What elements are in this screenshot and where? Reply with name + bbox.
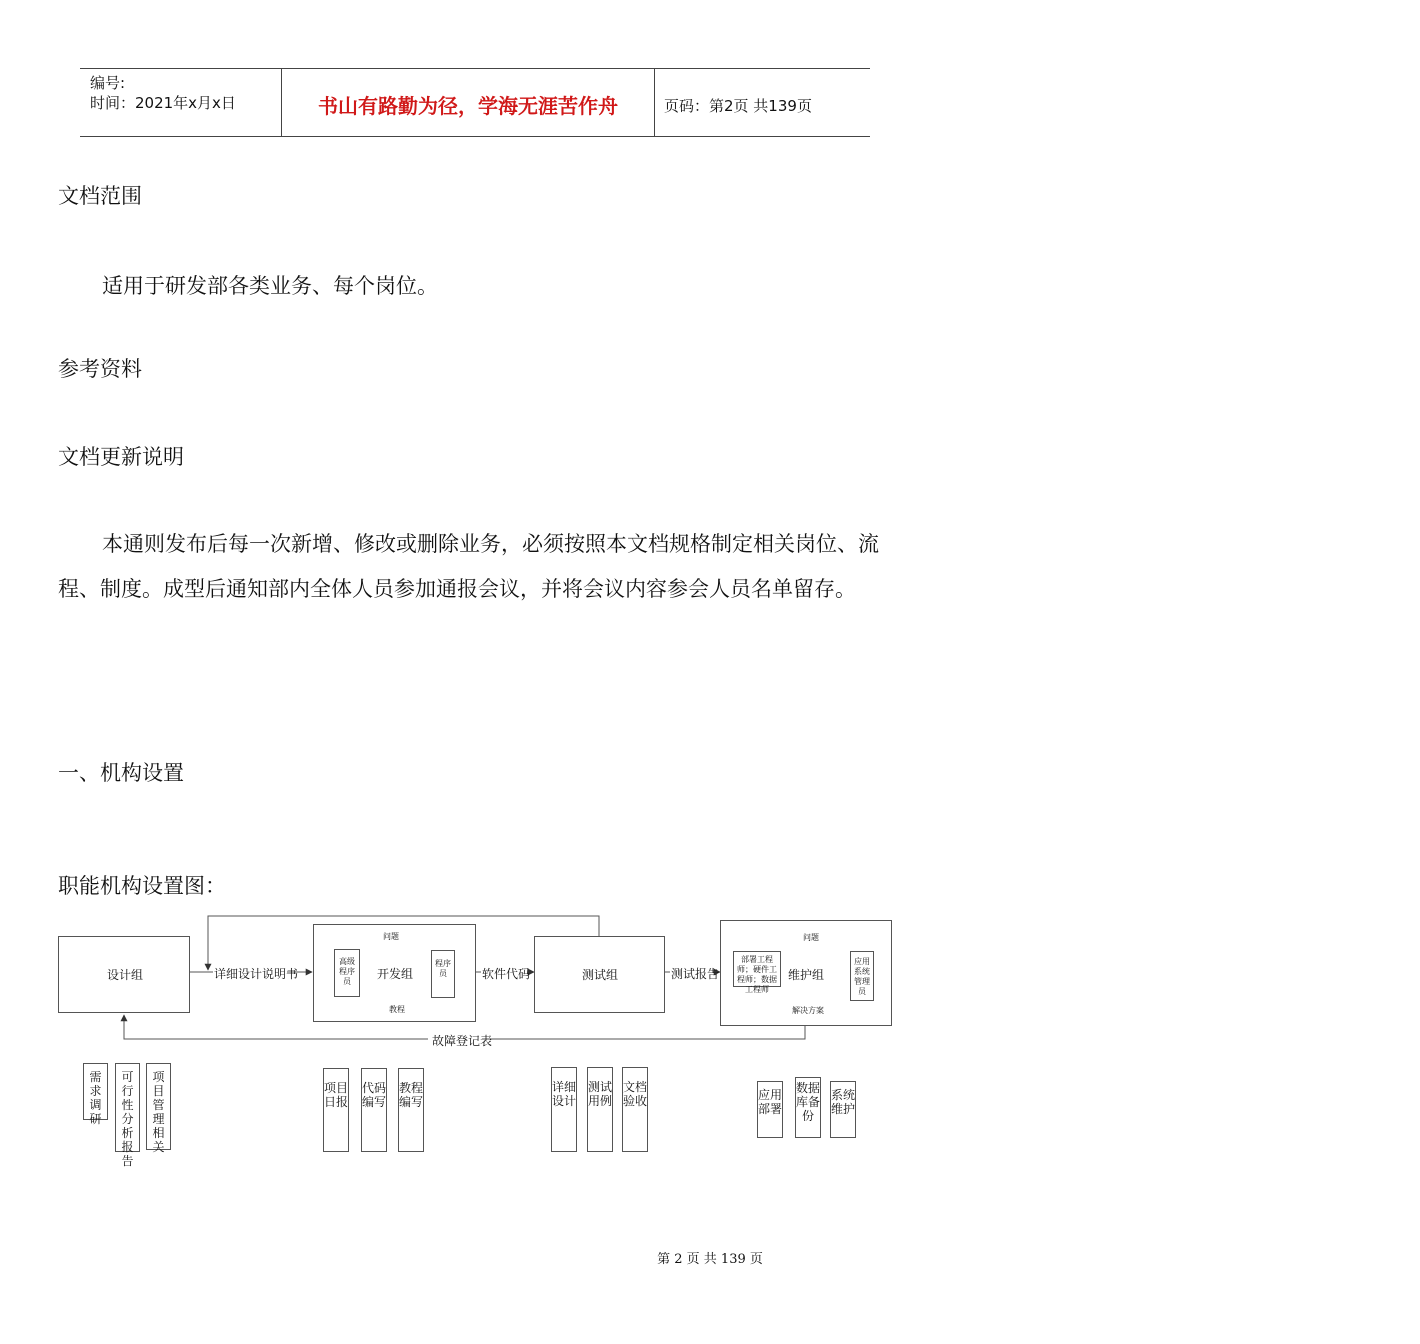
deploy-engineers-label: 部署工程师；硬件工程师；数据工程师 [737,955,777,994]
header-motto: 书山有路勤为径，学海无涯苦作舟 [318,94,618,118]
org-heading: 一、机构设置 [58,761,184,785]
test-group-box [534,936,665,1013]
task-box: 系统维护 [830,1081,856,1138]
programmer-label: 程序员 [435,959,451,978]
sysadmin-box [850,951,874,1001]
design-spec-flow-label: 详细设计说明书 [214,967,299,981]
design-group-box [58,936,190,1013]
task-box: 应用部署 [757,1081,783,1138]
scope-heading: 文档范围 [58,184,142,208]
task-box: 教程编写 [398,1068,424,1152]
code-flow-label: 软件代码 [482,967,531,981]
task-box: 需求调研 [83,1063,108,1120]
test-report-flow-label: 测试报告 [671,967,720,981]
senior-programmer-label: 高级程序员 [339,957,355,986]
references-heading: 参考资料 [58,357,142,381]
maint-issue-label: 问题 [803,933,819,942]
scope-text: 适用于研发部各类业务、每个岗位。 [102,274,438,298]
chart-heading: 职能机构设置图： [58,874,226,898]
maint-group-label: 维护组 [788,968,825,982]
page-counter: 页码：第2页 共139页 [664,97,812,115]
task-box: 可行性分析报告 [115,1063,140,1152]
dev-group-label: 开发组 [377,967,414,981]
design-group-label: 设计组 [107,968,144,982]
dev-tutorial-label: 教程 [389,1005,405,1014]
doc-number-label: 编号: [90,74,126,92]
task-box: 数据库备份 [795,1077,821,1138]
dev-issue-label: 问题 [383,932,399,941]
task-box: 文档验收 [622,1067,648,1152]
senior-programmer-box [334,949,360,997]
task-box: 项目管理相关 [146,1063,171,1150]
doc-time-label: 时间：2021年x月x日 [90,94,236,112]
deploy-engineers-box [733,951,781,994]
task-box: 测试用例 [587,1067,613,1152]
update-text: 本通则发布后每一次新增、修改或删除业务，必须按照本文档规格制定相关岗位、流程、制度。成型后通知部内全体人员参加通报会议，并将会议内容参会人员名单留存。 [58,532,879,601]
page-footer: 第 2 页 共 139 页 [657,1252,763,1267]
fault-log-flow-label: 故障登记表 [432,1034,493,1048]
task-box: 项目日报 [323,1068,349,1152]
task-box: 代码编写 [361,1068,387,1152]
maint-solution-label: 解决方案 [792,1006,824,1015]
test-group-label: 测试组 [582,968,619,982]
sysadmin-label: 应用系统管理员 [854,957,870,996]
update-heading: 文档更新说明 [58,445,184,469]
programmer-box [431,950,455,998]
task-box: 详细设计 [551,1067,577,1152]
